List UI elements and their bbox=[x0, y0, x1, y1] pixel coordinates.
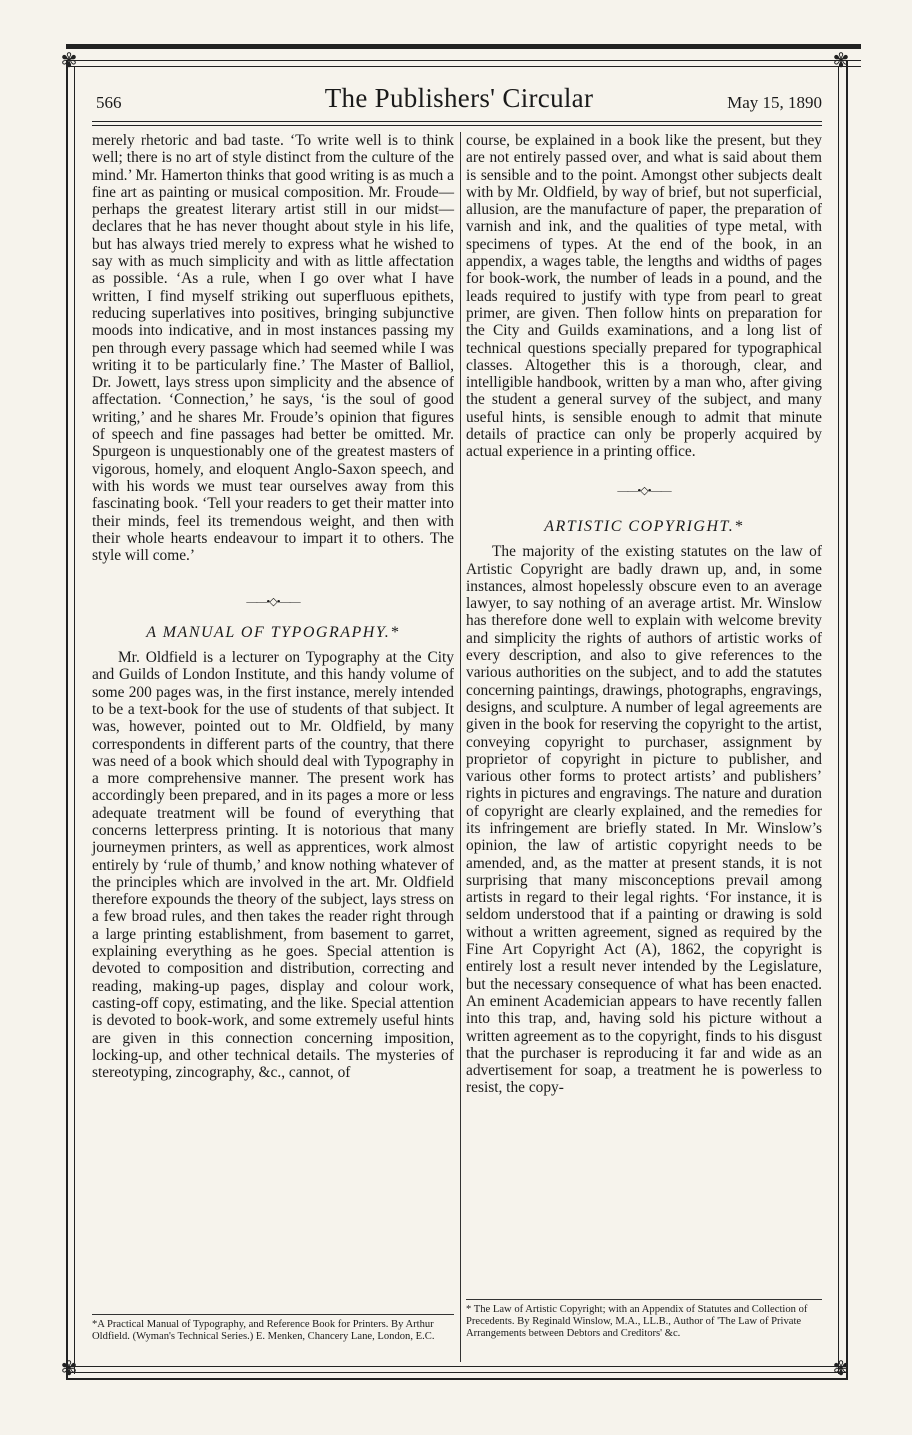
right-border-inner bbox=[838, 66, 839, 1374]
article-paragraph: Mr. Oldfield is a lecturer on Typography at the City and Guilds of London Institute, and this handy volume of some 200 pages was, in the first instance, merely intended to be a text-book for the use of students of that subject. It was, however, pointed out to Mr. Oldfield, by many correspondents in different parts of the country, that there was need of a book which should deal with Typography in a more comprehensive manner. The present work has accordingly been prepared, and in its pages a more or less adequate treatment will be found of everything that concerns letterpress printing. It is notorious that many journeymen printers, as well as apprentices, work almost entirely by ‘rule of thumb,’ and know nothing whatever of the principles which are involved in the art. Mr. Oldfield therefore expounds the theory of the subject, lays stress on a few broad rules, and then takes the reader right through a large printing establishment, from basement to garret, explaining everything as he goes. Special attention is devoted to composition and distribution, correcting and reading, making-up pages, display and colour work, casting-off copy, estimating, and the like. Special attention is devoted to book-work, and some extremely useful hints are given in this connection concerning imposition, locking-up, and other technical details. The mysteries of stereotyping, zincography, &c., cannot, of bbox=[92, 649, 454, 1082]
bottom-rule-thick bbox=[66, 1378, 848, 1380]
issue-date: May 15, 1890 bbox=[727, 93, 822, 112]
footnote-rule bbox=[92, 1314, 454, 1315]
column-left bbox=[92, 132, 454, 1081]
bottom-rule-thin-2 bbox=[66, 1372, 848, 1373]
corner-ornament-icon: ✾ bbox=[60, 1358, 78, 1380]
page-title: The Publishers' Circular bbox=[324, 83, 594, 113]
left-border-inner bbox=[74, 66, 75, 1374]
header-rule-bottom bbox=[92, 125, 822, 126]
right-border-outer bbox=[846, 60, 848, 1380]
article-paragraph: merely rhetoric and bad taste. ‘To write well is to think well; there is no art of style distinct from the culture of the mind.’ Mr. Hamerton thinks that good writing is as much a fine art as painting or musical composition. Mr. Froude—perhaps the greatest literary artist still in our midst—declares that he has never thought about style in his life, but has always tried merely to express what he wished to say with as much simplicity and with as little affectation as possible. ‘As a rule, when I go over what I have written, I find myself striking out superfluous epithets, reducing superlatives into positives, bringing subjunctive moods into indicative, and in most instances passing my pen through every passage which had seemed while I was writing it to be particularly fine.’ The Master of Balliol, Dr. Jowett, lays stress upon simplicity and the absence of affectation. ‘Connection,’ he says, ‘is the soul of good writing,’ and he shares Mr. Froude’s opinion that figures of speech and fine passages had better be omitted. Mr. Spurgeon is unquestionably one of the greatest masters of vigorous, homely, and eloquent Anglo-Saxon speech, and with his words we must tear ourselves away from this fascinating book. ‘Tell your readers to get their matter into their minds, feel its tremendous weight, and then with their whole hearts endeavour to impart it to others. The style will come.’ bbox=[92, 132, 454, 565]
section-title-typography: A MANUAL OF TYPOGRAPHY.* bbox=[146, 623, 400, 641]
header-rule-top bbox=[92, 121, 822, 122]
corner-ornament-icon: ✾ bbox=[832, 1358, 850, 1380]
footnote-typography: *A Practical Manual of Typography, and Reference Book for Printers. By Arthur Oldfield. (Wyman's Technical Series.) E. Menken, Chancery Lane, London, E.C. bbox=[92, 1319, 435, 1342]
top-rule-thin bbox=[66, 60, 861, 61]
corner-ornament-icon: ✾ bbox=[60, 50, 78, 72]
bottom-rule-thin bbox=[66, 1366, 848, 1367]
footnote-copyright: * The Law of Artistic Copyright; with an Appendix of Statutes and Collection of Precedents. By Reginald Winslow, M.A., LL.B., Author of 'The Law of Private Arrangements between Debtors and Creditors' &c. bbox=[466, 1304, 808, 1339]
corner-ornament-icon: ✾ bbox=[832, 50, 850, 72]
footnote-rule bbox=[466, 1299, 822, 1300]
article-paragraph: course, be explained in a book like the present, but they are not entirely passed over, and what is said about them is sensible and to the point. Amongst other subjects dealt with by Mr. Oldfield, by way of brief, but not superficial, allusion, are the manufacture of paper, the preparation of varnish and ink, and the qualities of type metal, with specimens of types. At the end of the book, in an appendix, a wages table, the lengths and widths of pages for book-work, the number of leads in a pound, and the leads required to justify with type from pearl to great primer, are given. Then follow hints on preparation for the City and Guilds examinations, and a long list of technical questions specially prepared for typographical classes. Altogether this is a thorough, clear, and intelligible handbook, written by a man who, after giving the student a general survey of the subject, and many useful hints, is sensible enough to admit that minute details of practice can only be properly acquired by actual experience in a printing office. bbox=[466, 132, 822, 461]
article-paragraph: The majority of the existing statutes on the law of Artistic Copyright are badly drawn up, and, in some instances, almost hopelessly obscure even to an average lawyer, to say nothing of an average artist. Mr. Winslow has therefore done well to explain with welcome brevity and simplicity the rights of authors of artistic works of every description, and also to give references to the various authorities on the subject, and to add the statutes concerning paintings, drawings, photographs, engravings, designs, and sculpture. A number of legal agreements are given in the book for reserving the copyright to the artist, conveying copyright to purchaser, assignment by proprietor of copyright in picture to publisher, and various other forms to protect artists’ and publishers’ rights in pictures and engravings. The nature and duration of copyright are clearly explained, and the remedies for its infringement are briefly stated. In Mr. Winslow’s opinion, the law of artistic copyright needs to be amended, and, as the matter at present stands, it is not surprising that many misconceptions prevail among artists in regard to their legal rights. ‘For instance, it is seldom understood that if a painting or drawing is sold without a written agreement, signed as required by the Fine Art Copyright Act (A), 1862, the copyright is entirely lost a result never intended by the Legislature, but the necessary consequence of what has been enacted. An eminent Academician appears to have recently fallen into this trap, and, having sold his picture without a written agreement as to the copyright, finds to his disgust that the purchaser is reproducing it far and wide as an advertisement for soap, a treatment he is powerless to resist, the copy- bbox=[466, 543, 822, 1097]
section-divider: ——•◇•—— bbox=[617, 484, 671, 497]
page-number: 566 bbox=[96, 93, 122, 112]
left-border-outer bbox=[66, 60, 68, 1380]
top-rule-thin-2 bbox=[66, 66, 861, 67]
section-title-copyright: ARTISTIC COPYRIGHT.* bbox=[544, 517, 744, 535]
top-rule-thick bbox=[66, 44, 861, 49]
page-header bbox=[96, 85, 822, 121]
section-divider: ——•◇•—— bbox=[246, 596, 300, 609]
column-right bbox=[466, 132, 822, 1097]
column-separator bbox=[460, 132, 461, 1362]
